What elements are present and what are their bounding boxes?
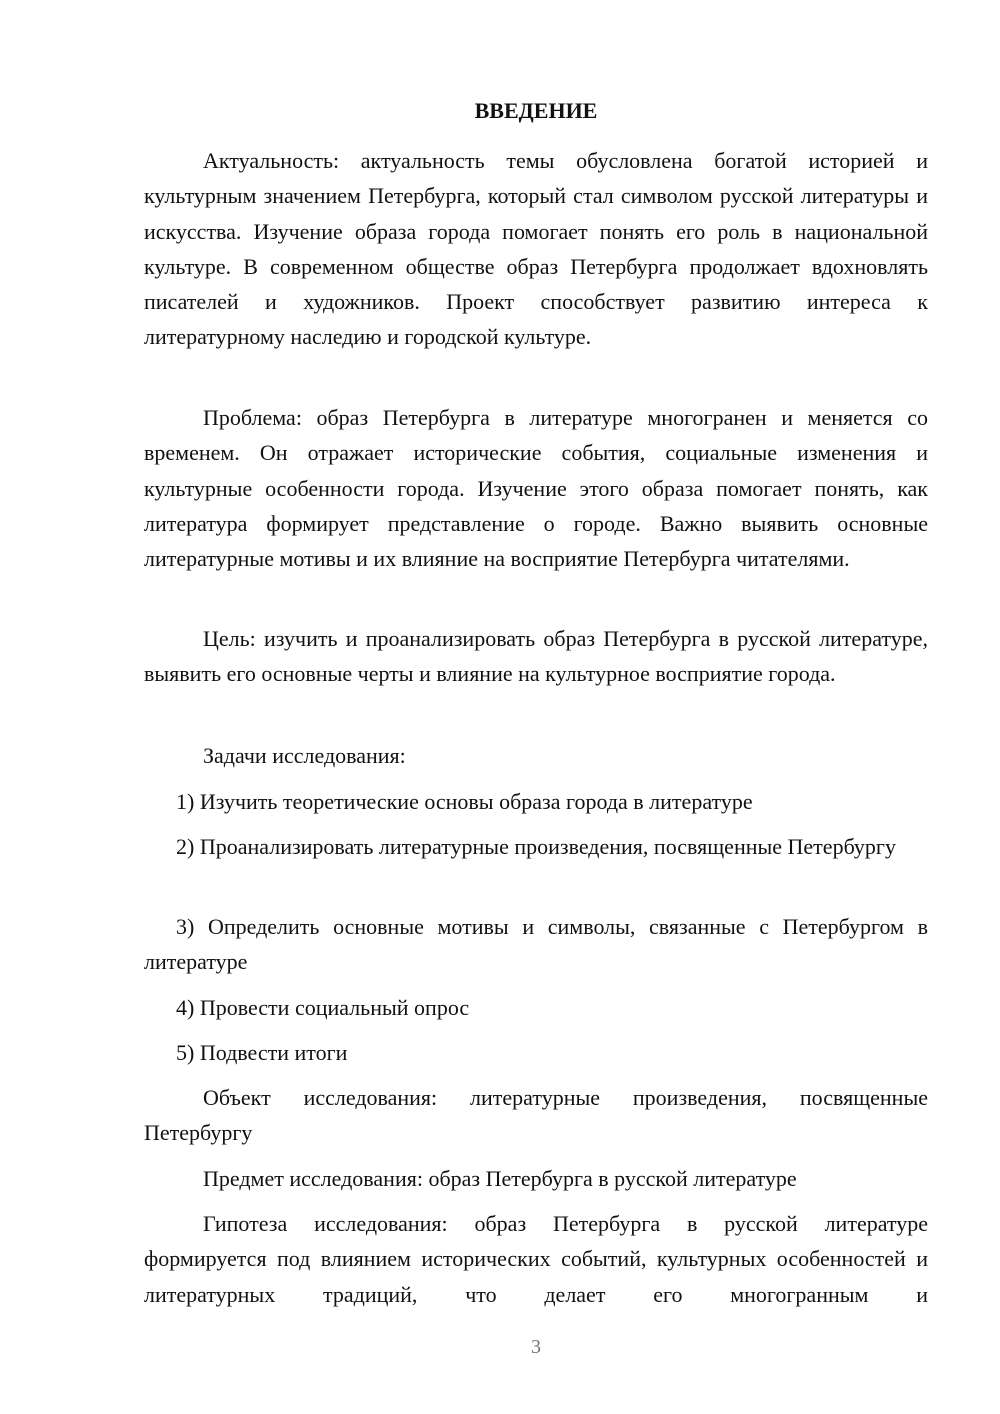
task-item-5: 5) Подвести итоги [176,1040,348,1065]
section-title: ВВЕДЕНИЕ [474,98,598,123]
tasks-heading: Задачи исследования: [203,743,406,768]
object-paragraph: Объект исследования: литературные произведения, посвященные Петербургу [144,1085,928,1146]
hypothesis-paragraph: Гипотеза исследования: образ Петербурга в русской литературе формируется под влиянием исторических событий, культурных особенностей и литературных традиций, что делает его многогранным и [144,1211,928,1307]
task-item-3: 3) Определить основные мотивы и символы, связанные с Петербургом в литературе [144,914,928,975]
task-item-4: 4) Провести социальный опрос [176,995,470,1020]
goal-paragraph: Цель: изучить и проанализировать образ Петербурга в русской литературе, выявить его основные черты и влияние на культурное восприятие города. [144,626,928,687]
task-item-1: 1) Изучить теоретические основы образа города в литературе [176,789,753,814]
problem-paragraph: Проблема: образ Петербурга в литературе многогранен и меняется со временем. Он отражает исторические события, социальные изменения и культурные особенности города. Изучение этого образа помогает понять, как литература формирует представление о городе. Важно выявить основные литературные мотивы и их влияние на восприятие Петербурга читателями. [144,405,928,572]
relevance-paragraph: Актуальность: актуальность темы обусловлена богатой историей и культурным значением Петербурга, который стал символом русской литературы и искусства. Изучение образа города помогает понять его роль в национальной культуре. В современном обществе образ Петербурга продолжает вдохновлять писателей и художников. Проект способствует развитию интереса к литературному наследию и городской культуре. [144,148,928,350]
task-item-2: 2) Проанализировать литературные произведения, посвященные Петербургу [176,834,896,859]
subject-paragraph: Предмет исследования: образ Петербурга в русской литературе [203,1166,797,1191]
page-number: 3 [531,1336,541,1358]
